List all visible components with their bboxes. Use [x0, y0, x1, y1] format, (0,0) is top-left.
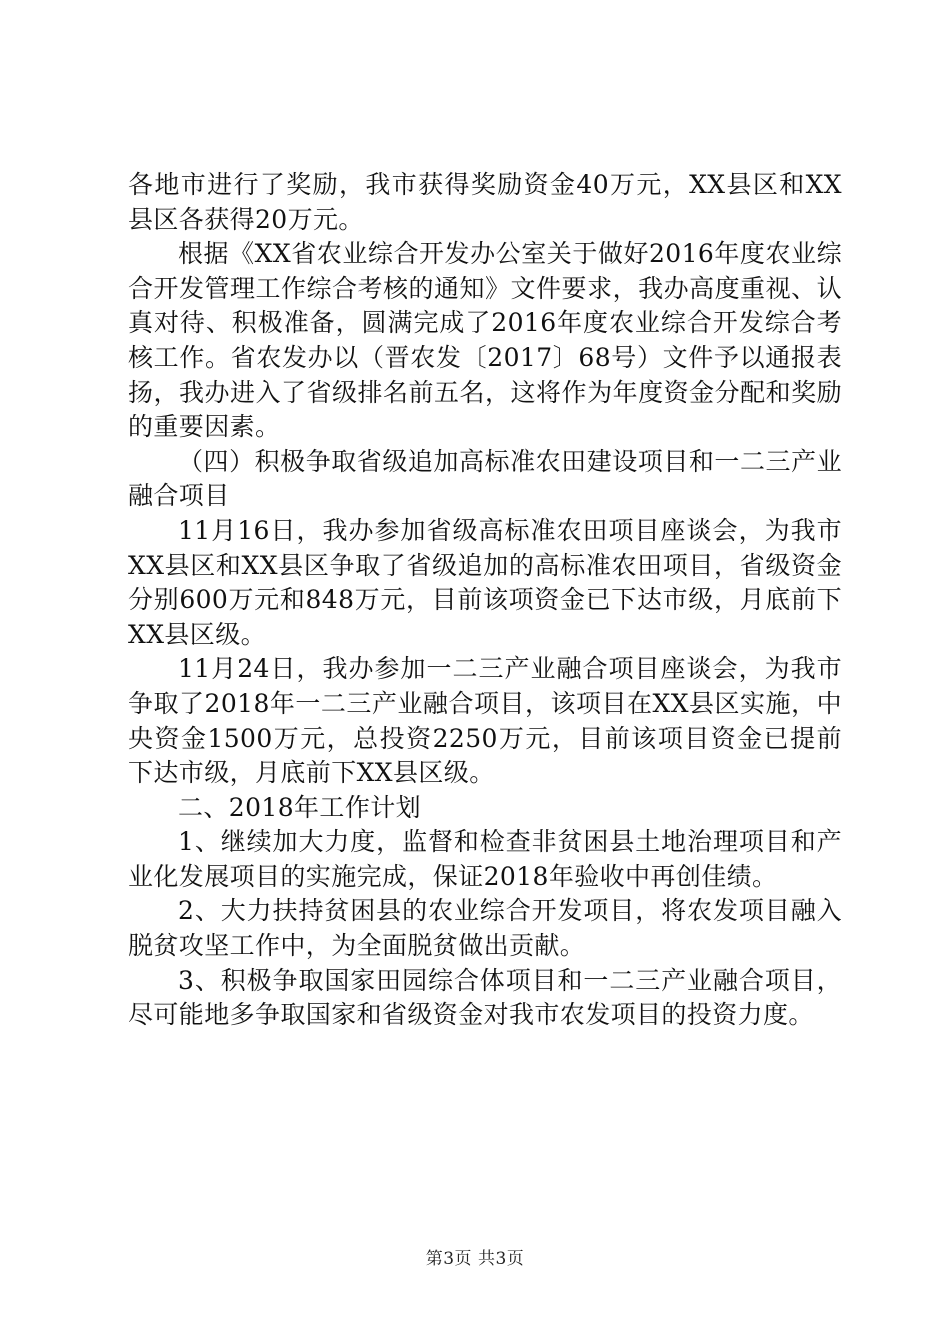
paragraph-assessment: 根据《XX省农业综合开发办公室关于做好2016年度农业综合开发管理工作综合考核的通知》文件要求，我办高度重视、认真对待、积极准备，圆满完成了2016年度农业综合开发综合考核工作。省农发办以（晋农发〔2017〕68号）文件予以通报表扬，我办进入了省级排名前五名，这将作为年度资金分配和奖励的重要因素。 [128, 239, 842, 442]
plan-item-2: 2、大力扶持贫困县的农业综合开发项目，将农发项目融入脱贫攻坚工作中，为全面脱贫做出贡献。 [128, 896, 842, 961]
paragraph-farmland-project: 11月16日，我办参加省级高标准农田项目座谈会，为我市XX县区和XX县区争取了省级追加的高标准农田项目，省级资金分别600万元和848万元，目前该项资金已下达市级，月底前下XX县区级。 [128, 515, 842, 649]
section-heading-four: （四）积极争取省级追加高标准农田建设项目和一二三产业融合项目 [128, 446, 842, 511]
paragraph-award-continuation: 各地市进行了奖励，我市获得奖励资金40万元，XX县区和XX县区各获得20万元。 [128, 170, 842, 234]
plan-item-3: 3、积极争取国家田园综合体项目和一二三产业融合项目，尽可能地多争取国家和省级资金对我市农发项目的投资力度。 [128, 965, 842, 1030]
plan-item-1: 1、继续加大力度，监督和检查非贫困县土地治理项目和产业化发展项目的实施完成，保证2018年验收中再创佳绩。 [128, 827, 842, 891]
page-number-footer: 第3页 共3页 [425, 1249, 525, 1269]
section-heading-work-plan: 二、2018年工作计划 [178, 792, 422, 822]
paragraph-integration-project: 11月24日，我办参加一二三产业融合项目座谈会，为我市争取了2018年一二三产业融合项目，该项目在XX县区实施，中央资金1500万元，总投资2250万元，目前该项目资金已提前下达市级，月底前下XX县区级。 [128, 654, 842, 788]
document-body [128, 168, 842, 1033]
